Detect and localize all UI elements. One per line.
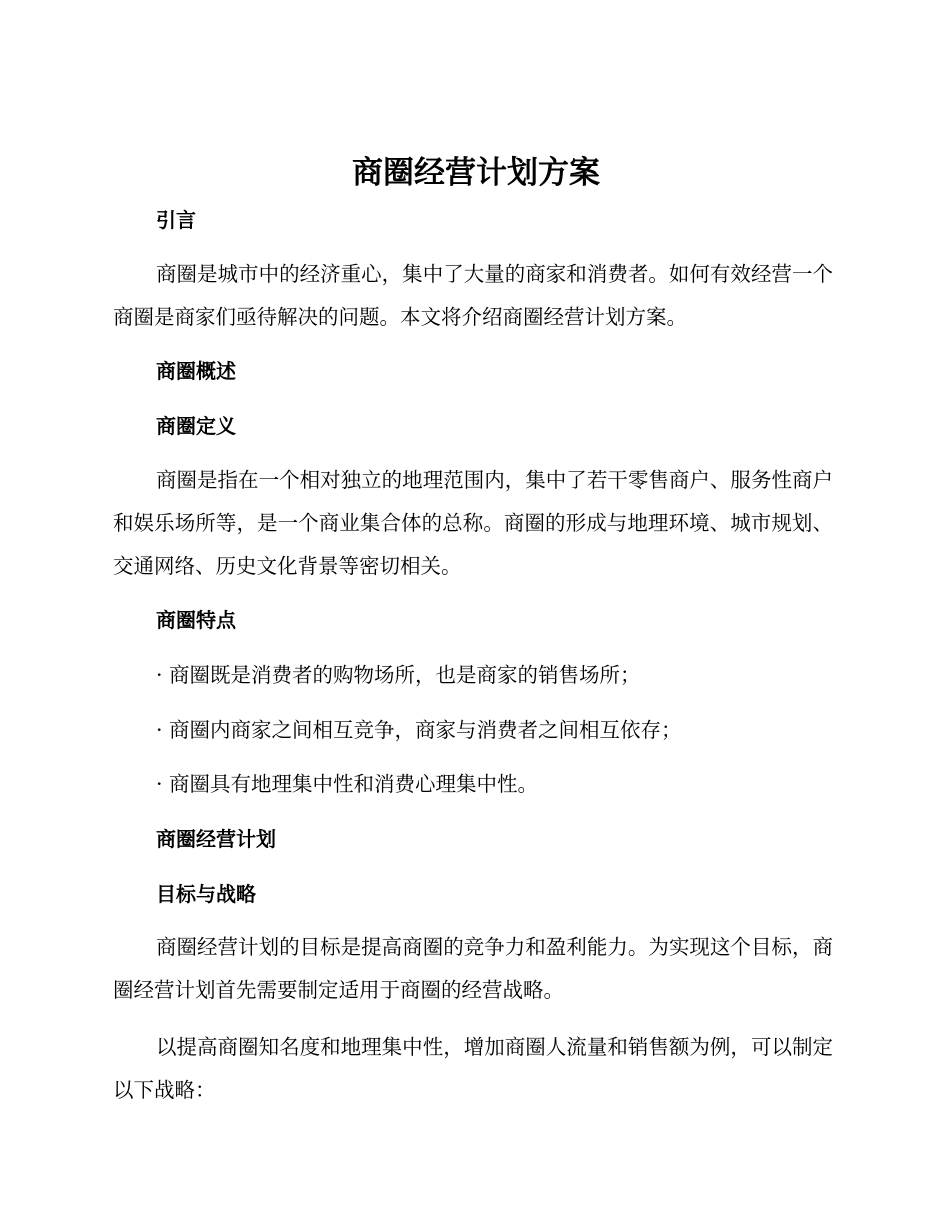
paragraph-definition: 商圈是指在一个相对独立的地理范围内，集中了若干零售商户、服务性商户和娱乐场所等，是一个商业集合体的总称。商圈的形成与地理环境、城市规划、交通网络、历史文化背景等密切相关。: [113, 468, 833, 578]
heading-plan: 商圈经营计划: [156, 827, 276, 851]
feature-item-3: · 商圈具有地理集中性和消费心理集中性。: [156, 772, 539, 796]
feature-item-2: · 商圈内商家之间相互竞争，商家与消费者之间相互依存；: [156, 718, 682, 742]
document-title: 商圈经营计划方案: [352, 155, 600, 191]
paragraph-intro: 商圈是城市中的经济重心，集中了大量的商家和消费者。如何有效经营一个商圈是商家们亟待解决的问题。本文将介绍商圈经营计划方案。: [113, 262, 833, 329]
feature-item-1: · 商圈既是消费者的购物场所，也是商家的销售场所；: [156, 663, 641, 687]
heading-goals: 目标与战略: [156, 882, 256, 906]
paragraph-goals: 商圈经营计划的目标是提高商圈的竞争力和盈利能力。为实现这个目标，商圈经营计划首先需要制定适用于商圈的经营战略。: [113, 935, 833, 1002]
heading-intro: 引言: [156, 208, 196, 232]
heading-definition: 商圈定义: [156, 414, 236, 438]
paragraph-strategy: 以提高商圈知名度和地理集中性，增加商圈人流量和销售额为例，可以制定以下战略：: [113, 1035, 833, 1102]
heading-features: 商圈特点: [156, 608, 236, 632]
heading-overview: 商圈概述: [156, 359, 236, 383]
